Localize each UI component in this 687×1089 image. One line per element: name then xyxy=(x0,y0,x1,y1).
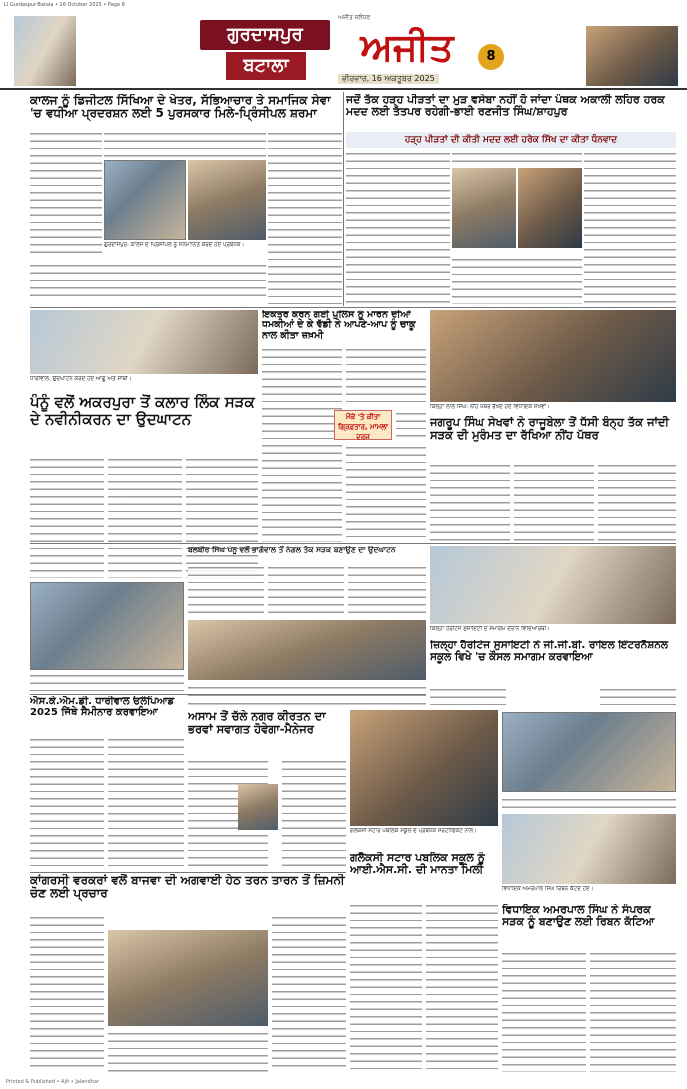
article-text-col xyxy=(188,564,264,618)
article-text-col xyxy=(104,130,266,158)
temple-left-image xyxy=(14,16,76,86)
masthead-city-batala: ਬਟਾਲਾ xyxy=(226,52,306,80)
subheadline-thanks: ਹੜ੍ਹ ਪੀੜਤਾਂ ਦੀ ਕੀਤੀ ਮਦਦ ਲਈ ਹਰੇਕ ਸਿੱਖ ਦਾ ਕੀਤਾ ਧੰਨਵਾਦ xyxy=(346,132,676,148)
photo-caption: ਕਿਲ੍ਹਾ ਲਾਲ ਸਿੰਘ: ਨੀਂਹ ਪੱਥਰ ਰੱਖਦੇ ਹੋਏ ਵਿਧਾਇਕ ਸੇਖਵਾਂ। xyxy=(430,404,550,410)
building-right-image xyxy=(586,26,678,86)
article-text-col xyxy=(396,410,426,440)
headline-nagar-kirtan: ਅਸਾਮ ਤੋਂ ਚੱਲੇ ਨਗਰ ਕੀਰਤਨ ਦਾ ਭਰਵਾਂ ਸਵਾਗਤ ਹੋਵੇਗਾ-ਮੈਨੇਜਰ xyxy=(188,710,326,736)
article-text-col xyxy=(30,262,266,302)
photo-caption: ਵਿਧਾਇਕ ਅਮਰਪਾਲ ਸਿੰਘ ਰਿਬਨ ਕੱਟਦੇ ਹੋਏ। xyxy=(502,886,594,892)
headline-bhagowal-road: ਬਲਬੀਰ ਸਿੰਘ ਪੰਨੂ ਵਲੋਂ ਭਾਗੋਵਾਲ ਤੋਂ ਨੰਗਲ ਤੱਕ ਸੜਕ ਬਣਾਉਣ ਦਾ ਉਦਘਾਟਨ xyxy=(188,546,396,554)
headline-college-awards: ਕਾਲਜ ਨੂੰ ਡਿਜੀਟਲ ਸਿੱਖਿਆ ਦੇ ਖੇਤਰ, ਸੱਭਿਆਚਾਰ ਤੇ ਸਮਾਜਿਕ ਸੇਵਾ 'ਚ ਵਧੀਆ ਪ੍ਰਦਰਸ਼ਨ ਲਈ 5 ਪੁਰਸਕਾਰ ਮਿਲੇ-ਪ੍ਰਿੰਸੀਪਲ ਸ਼ਰਮਾ xyxy=(30,94,331,121)
divider xyxy=(30,307,676,308)
headline-akarpura-road: ਪੰਨੂੰ ਵਲੋਂ ਅਕਰਪੁਰਾ ਤੋਂ ਕਲਾਰ ਲਿੰਕ ਸੜਕ ਦੇ ਨਵੀਨੀਕਰਨ ਦਾ ਉਦਘਾਟਨ xyxy=(30,394,255,428)
divider xyxy=(30,694,426,695)
road-inauguration-photo xyxy=(188,620,426,680)
article-text-col xyxy=(452,256,582,304)
headline-galaxy-school: ਗਲੈਕਸੀ ਸਟਾਰ ਪਬਲਿਕ ਸਕੂਲ ਨੂੰ ਆਈ.ਐਸ.ਸੀ. ਦੀ ਮਾਨਤਾ ਮਿਲੀ xyxy=(350,852,485,877)
article-text-col xyxy=(262,346,342,542)
article-text-col xyxy=(30,914,104,1072)
award-ceremony-photo xyxy=(104,160,186,240)
headline-congress-campaign: ਕਾਂਗਰਸੀ ਵਰਕਰਾਂ ਵਲੋਂ ਬਾਜਵਾ ਦੀ ਅਗਵਾਈ ਹੇਠ ਤਰਨ ਤਾਰਨ ਤੋਂ ਜ਼ਿਮਨੀ ਚੋਣ ਲਈ ਪ੍ਰਚਾਰ xyxy=(30,874,345,901)
article-text-col xyxy=(348,564,426,618)
article-text-col xyxy=(598,462,676,542)
school-recognition-photo xyxy=(350,710,498,826)
article-text-col xyxy=(108,736,184,870)
divider xyxy=(343,92,344,306)
masthead-region: ਅਜੀਤ ਜਲੰਧਰ xyxy=(338,14,371,21)
portrait-shahpur xyxy=(518,168,582,248)
article-text-col xyxy=(282,758,346,870)
flood-relief-group-photo xyxy=(502,712,676,792)
article-text-col xyxy=(268,564,344,618)
issue-date: ਵੀਰਵਾਰ, 16 ਅਕਤੂਬਰ 2025 xyxy=(338,74,439,84)
article-text-col xyxy=(268,130,342,304)
footer-print-line: Printed & Published • Ajit • Jalandhar xyxy=(6,1079,99,1085)
seminar-photo xyxy=(30,582,184,670)
article-text-col xyxy=(272,914,346,1072)
headline-police-knife: ਇਕਤਰ ਕਰਨ ਗਈ ਪੁਲਿਸ ਨੂੰ ਮਾਰਨ ਦੀਆਂ ਧਮਕੀਆਂ ਦੇ ਕੇ ਵੱਡੀ ਨੇ ਆਪਣੇ-ਆਪ ਨੂੰ ਚਾਕੂ ਨਾਲ ਕੀਤਾ ਜ਼ਖ਼ਮੀ xyxy=(262,310,416,341)
masthead-city-gurdaspur: ਗੁਰਦਾਸਪੁਰ xyxy=(200,20,330,50)
article-text-col xyxy=(30,736,104,870)
article-text-col xyxy=(502,796,676,810)
headline-amarpal-ribbon: ਵਿਧਾਇਕ ਅਮਰਪਾਲ ਸਿੰਘ ਨੇ ਸੰਪਰਕ ਸੜਕ ਨੂੰ ਬਣਾਉਣ ਲਈ ਰਿਬਨ ਕੱਟਿਆ xyxy=(502,904,655,929)
article-text-col xyxy=(188,700,426,708)
article-text-col xyxy=(430,462,510,542)
article-text-col xyxy=(584,150,676,304)
article-text-col xyxy=(514,462,594,542)
article-text-col xyxy=(346,444,426,542)
article-text-col xyxy=(30,672,184,692)
photo-caption: ਗੁਰਦਾਸਪੁਰ: ਕਾਲਜ ਦੇ ਪ੍ਰਿੰਸੀਪਲ ਨੂੰ ਸਨਮਾਨਿਤ ਕਰਦੇ ਹੋਏ ਪ੍ਰਬੰਧਕ। xyxy=(104,242,245,248)
photo-caption: ਕਿਲ੍ਹਾ ਹੈਰੀਟੇਜ ਸੁਸਾਇਟੀ ਦੇ ਸਮਾਗਮ ਦੌਰਾਨ ਵਿਦਿਆਰਥੀ। xyxy=(430,626,550,632)
article-text-col xyxy=(350,902,422,1072)
ribbon-cutting-photo xyxy=(502,814,676,884)
heritage-society-photo xyxy=(430,546,676,624)
headline-flood-relief: ਜਦੋਂ ਤੱਕ ਹੜ੍ਹ ਪੀੜਤਾਂ ਦਾ ਮੁੜ ਵਸੇਬਾ ਨਹੀਂ ਹੋ ਜਾਂਦਾ ਪੰਥਕ ਅਕਾਲੀ ਲਹਿਰ ਹਰਕ ਮਦਦ ਲਈ ਤੱਤਪਰ ਰਹੇਗੀ-ਭਾਈ ਰਣਜੀਤ ਸਿੰਘ/ਸ਼ਾਹਪੁਰ xyxy=(346,94,665,119)
article-text-col xyxy=(108,1030,268,1072)
print-info-line: LI Gurdaspur-Batala • 16 October 2025 • Page 8 xyxy=(4,2,125,8)
manager-portrait xyxy=(238,784,278,830)
award-ceremony-photo-2 xyxy=(188,160,266,240)
headline-jagroop-sekhwan: ਜਗਰੂਪ ਸਿੰਘ ਸੇਖਵਾਂ ਨੇ ਰਾਜੂਬੇਲਾ ਤੋਂ ਧੱਸੀ ਬੰਨ੍ਹ ਤੱਕ ਜਾਂਦੀ ਸੜਕ ਦੀ ਮੁਰੰਮਤ ਦਾ ਰੱਖਿਆ ਨੀਂਹ ਪੱਥਰ xyxy=(430,416,669,442)
article-text-col xyxy=(430,686,506,708)
article-text-col xyxy=(426,902,498,1072)
article-text-col xyxy=(346,150,450,304)
foundation-stone-photo xyxy=(430,310,676,402)
divider xyxy=(30,872,346,873)
article-text-col xyxy=(346,346,426,408)
article-text-col xyxy=(30,130,102,256)
divider xyxy=(30,543,676,544)
page-number-badge: 8 xyxy=(478,44,504,70)
article-text-col xyxy=(452,150,582,166)
headline-heritage-society: ਜ਼ਿਲ੍ਹਾ ਹੈਰੀਟੇਜ ਸੁਸਾਇਟੀ ਨੇ ਜੀ.ਜੀ.ਬੀ. ਰਾਇਲ ਇੰਟਰਨੈਸ਼ਨਲ ਸਕੂਲ ਵਿਖੇ 'ਚ ਕੌਸਲ ਸਮਾਗਮ ਕਰਵਾਇਆ xyxy=(430,640,669,663)
portrait-ranjit-singh xyxy=(452,168,516,248)
congress-workers-photo xyxy=(108,930,268,1026)
photo-caption: ਗਲੈਕਸੀ ਸਟਾਰ ਪਬਲਿਕ ਸਕੂਲ ਦੇ ਪ੍ਰਬੰਧਕ ਸਰਟੀਫਿਕੇਟ ਨਾਲ। xyxy=(350,828,477,834)
inauguration-group-photo xyxy=(30,310,258,374)
article-text-col xyxy=(502,950,586,1072)
article-text-col xyxy=(590,950,676,1072)
photo-caption: ਧਾਰੀਵਾਲ: ਉਦਘਾਟਨ ਕਰਦੇ ਹੋਏ ਆਗੂ ਅਤੇ ਸਾਥੀ। xyxy=(30,376,132,382)
article-text-col xyxy=(108,456,182,578)
article-text-col xyxy=(30,456,104,578)
article-text-col xyxy=(600,686,676,708)
article-text-col xyxy=(188,684,426,698)
inset-arrested: ਮੌਕੇ 'ਤੇ ਕੀਤਾ ਗ੍ਰਿਫ਼ਤਾਰ, ਮਾਮਲਾ ਦਰਜ xyxy=(334,410,392,440)
headline-skmd-olympiad: ਐਸ.ਕੇ.ਐਮ.ਡੀ. ਧਾਰੀਵਾਲ ਓਲੰਪਿਆਡ 2025 ਜਿੱਥੇ ਸੈਮੀਨਾਰ ਕਰਵਾਇਆ xyxy=(30,696,175,718)
newspaper-logo: ਅਜੀਤ xyxy=(360,24,454,69)
